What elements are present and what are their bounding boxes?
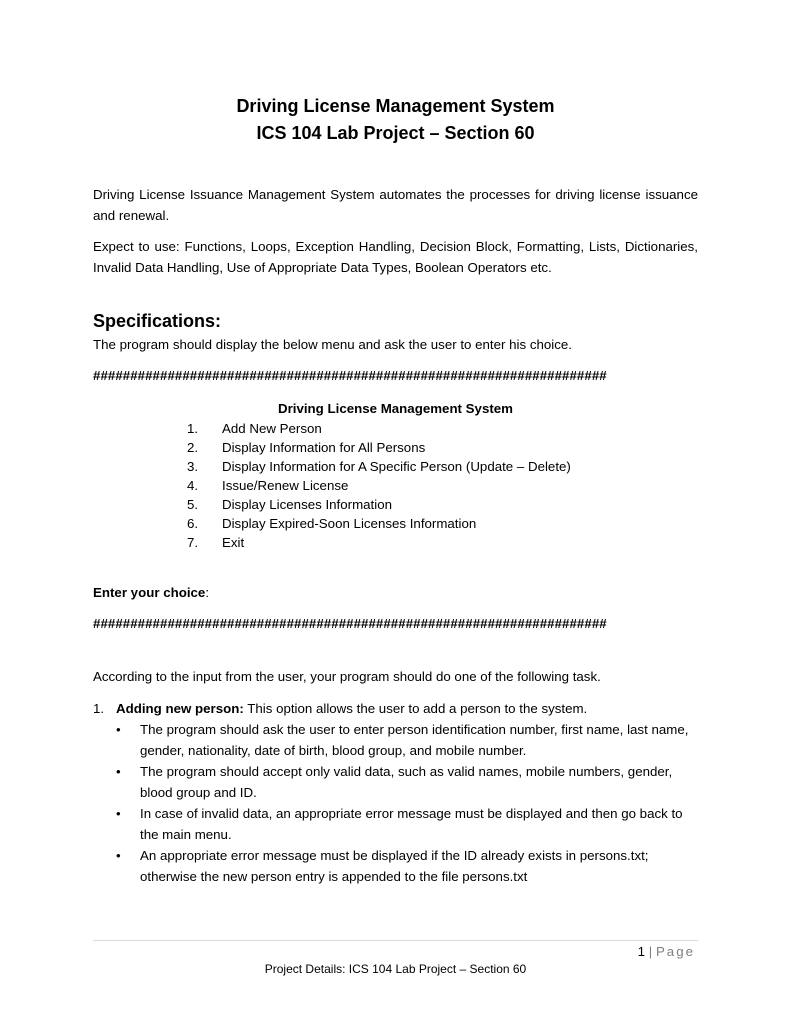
menu-item: 2. Display Information for All Persons: [187, 440, 426, 455]
document-subtitle: ICS 104 Lab Project – Section 60: [256, 123, 535, 143]
menu-item: 3. Display Information for A Specific Person (Update – Delete): [187, 459, 571, 474]
page-number: 1 | Page: [637, 944, 695, 959]
footer-text: Project Details: ICS 104 Lab Project – Section 60: [264, 962, 527, 976]
task-item-add-person: 1. Adding new person: This option allows the user to add a person to the system.: [93, 701, 588, 716]
intro-paragraph: Driving License Issuance Management System automates the processes for driving license issuance and renewal.: [93, 187, 698, 223]
menu-item: 7. Exit: [187, 535, 245, 550]
menu-item: 1. Add New Person: [187, 421, 322, 436]
menu-item: 6. Display Expired-Soon Licenses Information: [187, 516, 477, 531]
menu-title: Driving License Management System: [278, 401, 513, 416]
tasks-intro: According to the input from the user, your program should do one of the following task.: [93, 669, 601, 684]
document-title: Driving License Management System: [236, 96, 555, 116]
separator-line-top: #####################################################################: [93, 368, 607, 383]
bullet-icon: •: [116, 722, 121, 737]
bullet-icon: •: [116, 848, 121, 863]
bullet-icon: •: [116, 764, 121, 779]
menu-item: 5. Display Licenses Information: [187, 497, 392, 512]
specifications-heading: Specifications:: [93, 311, 222, 331]
separator-line-bottom: #####################################################################: [93, 616, 607, 631]
specifications-text: The program should display the below menu and ask the user to enter his choice.: [93, 337, 572, 352]
footer-divider: [93, 940, 698, 941]
menu-item: 4. Issue/Renew License: [187, 478, 349, 493]
bullet-icon: •: [116, 806, 121, 821]
enter-choice-prompt: Enter your choice:: [93, 585, 210, 600]
document-page: Driving License Management System ICS 104 Lab Project – Section 60 Driving License Issuance Management System automates the processes for driving license issuance and renewal. Expect to use: Functions, Loops, Exception Handling, Decision Block, Formatting, Lists, Dictionaries, Invalid Data Handling, Use of Appropriate Data Types, Boolean Operators etc. Specifications: The program should display the below menu and ask the user to enter his choice. ##################################################################### Driving License Management System 1. Add New Person 2. Display Information for All Persons 3. Display Information for A Specific Person (Update – Delete) 4. Issue/Renew License 5. Display Licenses Information 6. Display Expired-Soon Licenses Information 7. Exit Enter your choice: ##################################################################### According to the input from the user, your program should do one of the following task. 1. Adding new person: This option allows the user to add a person to the system. • The program should ask the user to enter person identification number, first name, last name, gender, nationality, date of birth, blood group, and mobile number. • The program should accept only valid data, such as valid names, mobile numbers, gender, blood group and ID. • In case of invalid data, an appropriate error message must be displayed and then go back to the main menu. • An appropriate error message must be displayed if the ID already exists in persons.txt; otherwise the new person entry is appended to the file persons.txt 1 | Page Project Details: ICS 104 Lab Project – Section 60: [0, 0, 791, 1024]
expect-paragraph: Expect to use: Functions, Loops, Exception Handling, Decision Block, Formatting, Lists, Dictionaries, Invalid Data Handling, Use of Appropriate Data Types, Boolean Operators etc.: [93, 239, 698, 275]
